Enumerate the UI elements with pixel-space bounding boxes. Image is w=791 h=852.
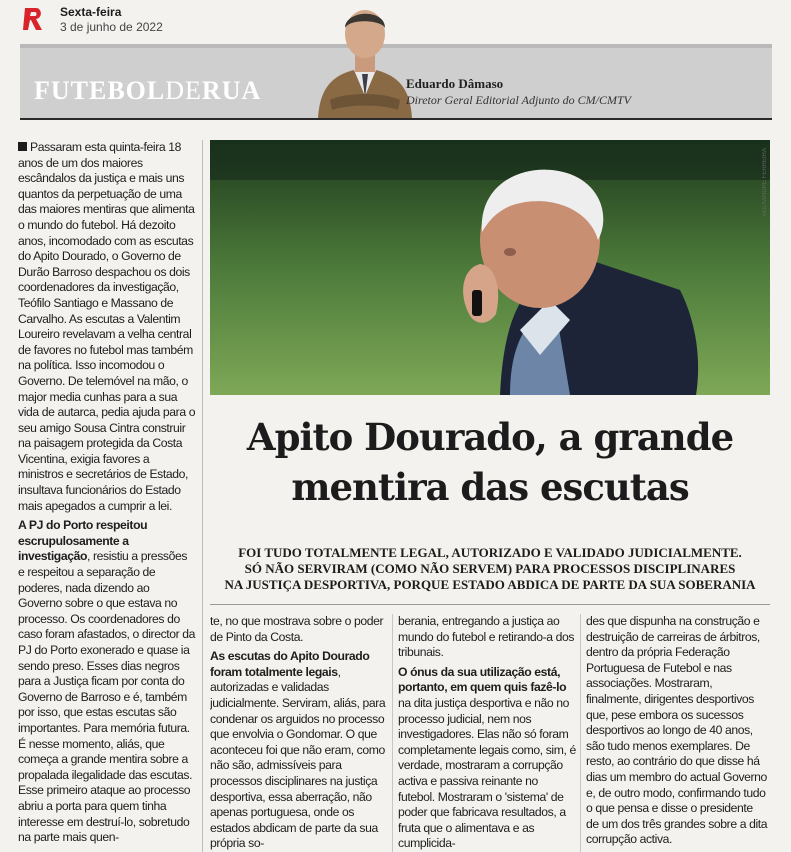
article-column-b1	[210, 614, 388, 852]
column-title-part-3: RUA	[201, 76, 262, 105]
paragraph	[398, 665, 576, 852]
paragraph-lead: O ónus da sua utilização está, portanto, em quem quis fazê-lo	[398, 664, 567, 695]
paragraph: te, no que mostrava sobre o poder de Pinto da Costa.	[210, 614, 384, 644]
column-divider	[202, 140, 203, 852]
column-title	[34, 76, 261, 106]
column-banner	[20, 48, 772, 120]
author-portrait	[310, 0, 420, 118]
paragraph-text: na dita justiça desportiva e não no processo judicial, nem nos investigadores. Elas não só foram completamente legais como, sim, é verdade, mostraram a corrupção activa e passiva reinante no futebol. Mostraram o 'sistema' de poder que fabricava resultados, a fruta que o alimentava e as cumplicida-	[398, 695, 576, 851]
author-role: Diretor Geral Editorial Adjunto do CM/CMTV	[406, 93, 632, 107]
article-column-b3	[586, 614, 768, 852]
edition-day: Sexta-feira	[60, 5, 122, 19]
headline-line-1: Apito Dourado, a grande	[246, 415, 734, 459]
article-photo	[210, 140, 770, 395]
column-divider	[392, 614, 393, 852]
deck-divider	[210, 604, 770, 605]
deck-line-1: FOI TUDO TOTALMENTE LEGAL, AUTORIZADO E VALIDADO JUDICIALMENTE.	[238, 545, 742, 560]
paragraph	[18, 518, 196, 845]
paragraph-lead: A PJ do Porto respeitou escrupulosamente a investigação	[18, 518, 148, 564]
deck-line-2: SÓ NÃO SERVIRAM (COMO NÃO SERVEM) PARA PROCESSOS DISCIPLINARES	[244, 561, 736, 576]
paragraph-text: , resistiu a pressões e respeitou a separação de poderes, nada dizendo ao Governo sobre o que estava no processo. Os coordenadores do caso foram afastados, o director da PJ do Porto exonerado e quase ia sendo preso. Esses dias negros para a Justiça ficam por conta do Governo de Barroso e é, também por isso, que estas escutas são importantes. Para memória futura. É nesse momento, aliás, que começa a grande mentira sobre a propalada ilegalidade das escutas. Esse primeiro ataque ao processo abriu a porta para quem tinha interesse em destruí-lo, sobretudo na parte mais quen-	[18, 549, 196, 845]
article-column-left	[18, 140, 196, 852]
author-name: Eduardo Dâmaso	[406, 76, 504, 91]
article-headline	[210, 412, 770, 512]
column-title-part-1: FUTEBOL	[34, 76, 166, 105]
photo-credit: ALEXANDRE FERREIRA	[762, 148, 768, 217]
article-column-b2	[398, 614, 576, 852]
deck-line-3: NA JUSTIÇA DESPORTIVA, PORQUE ESTADO ABDICA DE PARTE DA SUA SOBERANIA	[224, 577, 756, 592]
newspaper-logo-icon	[22, 6, 44, 32]
paragraph-text: Passaram esta quinta-feira 18 anos de um dos maiores escândalos da justiça e mais uns quantos da perpetuação de uma das maiores mentiras que alimenta o mundo do futebol. Há dezoito anos, incomodado com as escutas do Apito Dourado, o Governo de Durão Barroso despachou os dois coordenadores da investigação, Teófilo Santiago e Massano de Carvalho. As escutas a Valentim Loureiro revelavam a velha central de favores no futebol mas também na política. Isso incomodou o Governo. De telemóvel na mão, o major media cunhas para a sua vida de autarca, pedia ajuda para o seu amigo Sousa Cintra construir na paisagem protegida da Costa Vicentina, exigia favores a ministros e secretários de Estado, insultava funcionários do Estado mais apegados a cumprir a lei.	[18, 140, 196, 513]
paragraph: des que dispunha na construção e destruição de carreiras de árbitros, dentro da própria Federação Portuguesa de Futebol e nas associações. Mostraram, finalmente, dirigentes desportivos que, pese embora os sucessos desportivos ao longo de 40 anos, são tudo menos exemplares. De resto, ao contrário do que disse há dias um membro do actual Governo e, de outro modo, confirmando tudo o que pensa e disse o presidente de um dos três grandes sobre a dita corrupção activa.	[586, 614, 768, 847]
paragraph	[210, 649, 388, 852]
edition-date: 3 de junho de 2022	[60, 20, 163, 34]
headline-line-2: mentira das escutas	[291, 465, 689, 509]
paragraph: berania, entregando a justiça ao mundo do futebol e retirando-a dos tribunais.	[398, 614, 575, 660]
article-deck	[210, 545, 770, 593]
paragraph-lead: As escutas do Apito Dourado foram totalmente legais	[210, 649, 370, 679]
paragraph	[18, 140, 196, 514]
paragraph-text: , autorizadas e validadas judicialmente. Serviram, aliás, para condenar os arguidos no processo que envolvia o Gondomar. O que aconteceu foi que não eram, como não são, admissíveis para processos disciplinares na justiça desportiva, essa aberração, não apenas portuguesa, onde os estados abdicam de parte da sua própria so-	[210, 664, 386, 851]
column-title-part-2: DE	[165, 76, 202, 105]
photo-illustration	[210, 140, 770, 395]
drop-marker-icon	[18, 142, 27, 151]
column-divider	[580, 614, 581, 852]
